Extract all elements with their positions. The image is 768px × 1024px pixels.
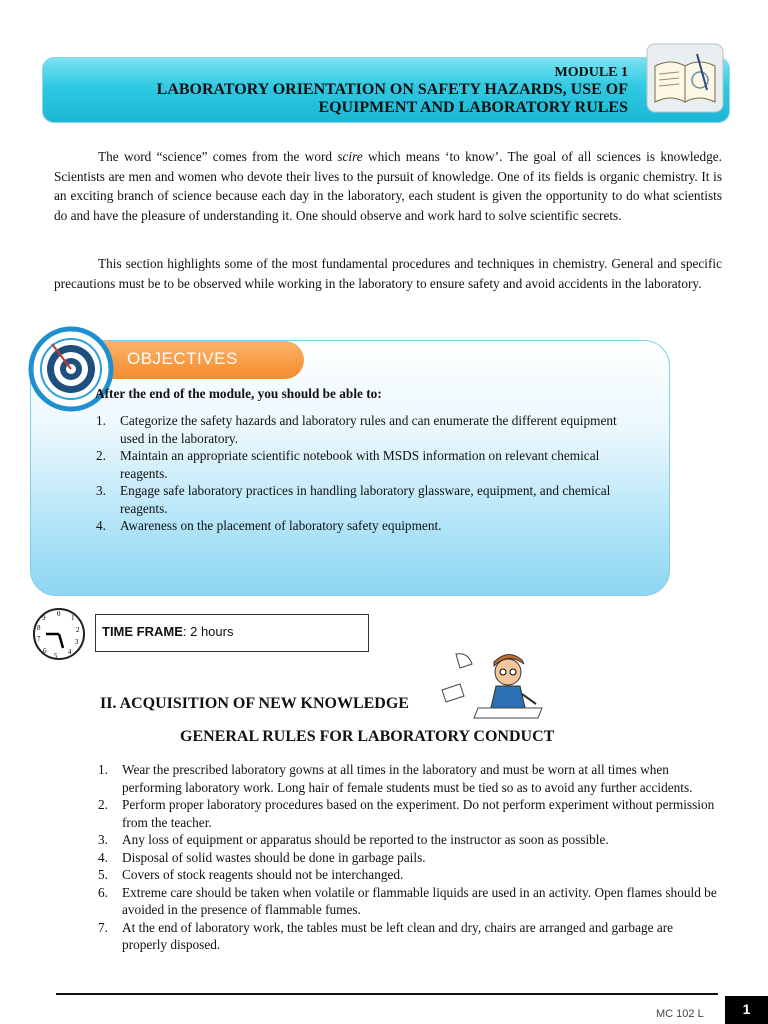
clock-number: 5 — [54, 652, 58, 660]
objective-item: 4. Awareness on the placement of laboratory safety equipment. — [96, 518, 442, 533]
rule-item: 2. Perform proper laboratory procedures based on the experiment. Do not perform experiment without permission from the teacher. — [98, 797, 715, 830]
section-subheading: GENERAL RULES FOR LABORATORY CONDUCT — [180, 728, 555, 745]
module-title-line-1: LABORATORY ORIENTATION ON SAFETY HAZARDS, USE OF — [156, 81, 628, 98]
page-number: 1 — [725, 996, 768, 1024]
footer-rule — [56, 993, 718, 995]
module-title — [68, 81, 628, 117]
clock-icon — [32, 604, 86, 662]
clock-number: 8 — [37, 624, 41, 632]
clock-number: 4 — [68, 648, 72, 656]
module-header-banner — [42, 57, 730, 123]
objectives-tab — [100, 341, 304, 379]
module-label: MODULE 1 — [554, 65, 628, 80]
clock-number: 2 — [76, 626, 80, 634]
intro-p2-text: This section highlights some of the most fundamental procedures and techniques in chemistry. General and specific precautions must be to be observed while working in the laboratory to ensure safety and avoid accidents in the laboratory. — [54, 256, 722, 291]
clock-number: 9 — [42, 614, 46, 622]
rule-item: 7. At the end of laboratory work, the tables must be left clean and dry, chairs are arranged and garbage are properly disposed. — [98, 919, 674, 952]
intro-p1-part-a: The word “science” comes from the word — [98, 149, 338, 164]
objectives-tab-label: OBJECTIVES — [127, 349, 238, 368]
intro-p1-italic: scire — [337, 149, 363, 164]
module-title-line-2: EQUIPMENT AND LABORATORY RULES — [318, 99, 628, 116]
clock-number: 7 — [37, 635, 41, 643]
course-code: MC 102 L — [656, 1008, 704, 1020]
intro-paragraph-1 — [54, 147, 722, 225]
book-icon — [645, 42, 725, 114]
clock-number: 0 — [57, 610, 61, 618]
intro-p1-part-b: which means ‘to know’. The goal of all sciences is knowledge. Scientists are men and women who devote their lives to the pursuit of knowledge. One of its fields is organic chemistry. It is an exciting branch of science because each day in the laboratory, each student is given the opportunity to do what scientists do and have the pleasure of understanding it. One should observe and work hard to solve scientific secrets. — [54, 149, 722, 223]
time-frame-value: : 2 hours — [182, 624, 234, 639]
time-frame-label: TIME FRAME — [102, 624, 183, 639]
clock-number: 6 — [43, 647, 47, 655]
rule-item: 5. Covers of stock reagents should not be interchanged. — [98, 867, 404, 882]
clock-number: 1 — [71, 614, 75, 622]
clock-number: 3 — [75, 638, 79, 646]
rule-item: 1. Wear the prescribed laboratory gowns at all times in the laboratory and must be worn at all times when performing laboratory work. Long hair of female students must be tied so as to avoid any further accidents. — [98, 762, 693, 795]
rule-item: 3. Any loss of equipment or apparatus should be reported to the instructor as soon as possible. — [98, 832, 609, 847]
rule-item: 4. Disposal of solid wastes should be done in garbage pails. — [98, 849, 426, 865]
time-frame-box — [95, 614, 369, 652]
objectives-list — [96, 412, 636, 535]
intro-paragraph-2 — [54, 254, 722, 293]
scientist-cartoon-icon — [438, 650, 548, 720]
section-heading: II. ACQUISITION OF NEW KNOWLEDGE — [100, 695, 409, 712]
objective-item: 2. Maintain an appropriate scientific notebook with MSDS information on relevant chemical reagents. — [96, 448, 600, 481]
rules-list — [98, 761, 720, 954]
objective-item: 3. Engage safe laboratory practices in handling laboratory glassware, equipment, and chemical reagents. — [96, 483, 611, 516]
objective-item: 1. Categorize the safety hazards and laboratory rules and can enumerate the different equipment used in the laboratory. — [96, 413, 617, 446]
rule-item: 6. Extreme care should be taken when volatile or flammable liquids are used in an activity. Open flames should be avoided in the presence of flammable fumes. — [98, 884, 717, 917]
objectives-lead: After the end of the module, you should be able to: — [95, 386, 382, 401]
